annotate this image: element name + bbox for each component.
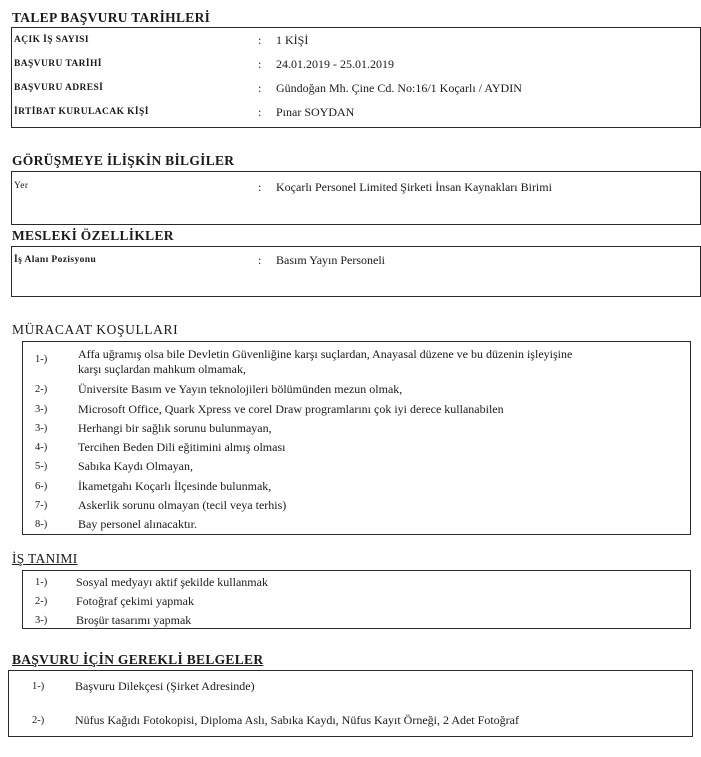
section-title-interview-info: GÖRÜŞMEYE İLİŞKİN BİLGİLER: [12, 153, 235, 168]
condition-number: 1-): [35, 354, 48, 365]
job-description-box: [22, 570, 691, 629]
info-row-label: BAŞVURU ADRESİ: [14, 83, 104, 93]
required-documents-box: [8, 670, 693, 737]
document-number: 2-): [32, 715, 45, 726]
condition-text: Affa uğramış olsa bile Devletin Güvenliğine karşı suçlardan, Anayasal düzene ve bu düzenin işleyişine: [78, 347, 573, 361]
condition-number: 8-): [35, 519, 48, 530]
condition-text: Herhangi bir sağlık sorunu bulunmayan,: [78, 421, 272, 435]
info-row-label: BAŞVURU TARİHİ: [14, 59, 102, 69]
condition-text: Üniversite Basım ve Yayın teknolojileri bölümünden mezun olmak,: [78, 382, 403, 396]
interview-info-box: [11, 171, 701, 225]
section-title-required-documents: BAŞVURU İÇİN GEREKLİ BELGELER: [12, 652, 264, 667]
section-title-application-dates: TALEP BAŞVURU TARİHLERİ: [12, 10, 211, 25]
condition-number: 7-): [35, 500, 48, 511]
info-row: [12, 77, 700, 101]
condition-number: 3-): [35, 423, 48, 434]
condition-text: Bay personel alınacaktır.: [78, 517, 197, 531]
section-title-professional: MESLEKİ ÖZELLİKLER: [12, 228, 174, 243]
condition-number: 3-): [35, 404, 48, 415]
document-text: Nüfus Kağıdı Fotokopisi, Diploma Aslı, Sabıka Kaydı, Nüfus Kayıt Örneği, 2 Adet Fotoğraf: [75, 713, 519, 727]
info-row-value: : Pınar SOYDAN: [258, 105, 355, 119]
job-task-number: 2-): [35, 596, 48, 607]
location-label: Yer: [14, 181, 29, 191]
job-task-text: Sosyal medyayı aktif şekilde kullanmak: [76, 575, 268, 589]
condition-text: Sabıka Kaydı Olmayan,: [78, 459, 193, 473]
info-row: [12, 53, 700, 77]
conditions-box: [22, 341, 691, 535]
info-row-value: : Gündoğan Mh. Çine Cd. No:16/1 Koçarlı / AYDIN: [258, 81, 522, 95]
section-title-job-description: İŞ TANIMI: [12, 551, 78, 566]
info-row: [12, 28, 700, 52]
job-task-number: 1-): [35, 577, 48, 588]
condition-number: 2-): [35, 384, 48, 395]
position-label: İş Alanı Pozisyonu: [14, 255, 97, 265]
job-task-number: 3-): [35, 615, 48, 626]
condition-text: İkametgahı Koçarlı İlçesinde bulunmak,: [78, 479, 272, 493]
section-title-conditions: MÜRACAAT KOŞULLARI: [12, 322, 179, 337]
job-task-text: Fotoğraf çekimi yapmak: [76, 594, 194, 608]
professional-box: [11, 246, 701, 297]
info-row-value: : 24.01.2019 - 25.01.2019: [258, 57, 394, 71]
info-row-value: : 1 KİŞİ: [258, 33, 309, 47]
document-number: 1-): [32, 681, 45, 692]
info-row-label: AÇIK İŞ SAYISI: [14, 35, 89, 45]
condition-text: Tercihen Beden Dili eğitimini almış olması: [78, 440, 286, 454]
job-task-text: Broşür tasarımı yapmak: [76, 613, 192, 627]
condition-number: 5-): [35, 461, 48, 472]
info-row-label: İRTİBAT KURULACAK KİŞİ: [14, 107, 149, 117]
info-row: [12, 101, 700, 125]
position-value: : Basım Yayın Personeli: [258, 253, 386, 267]
condition-text-continued: karşı suçlardan mahkum olmamak,: [78, 362, 246, 376]
condition-text: Askerlik sorunu olmayan (tecil veya terhis): [78, 498, 287, 512]
condition-number: 4-): [35, 442, 48, 453]
application-dates-box: [11, 27, 701, 128]
location-value: : Koçarlı Personel Limited Şirketi İnsan Kaynakları Birimi: [258, 180, 552, 194]
condition-number: 6-): [35, 481, 48, 492]
condition-text: Microsoft Office, Quark Xpress ve corel Draw programlarını çok iyi derece kullanabilen: [78, 402, 504, 416]
document-text: Başvuru Dilekçesi (Şirket Adresinde): [75, 679, 255, 693]
